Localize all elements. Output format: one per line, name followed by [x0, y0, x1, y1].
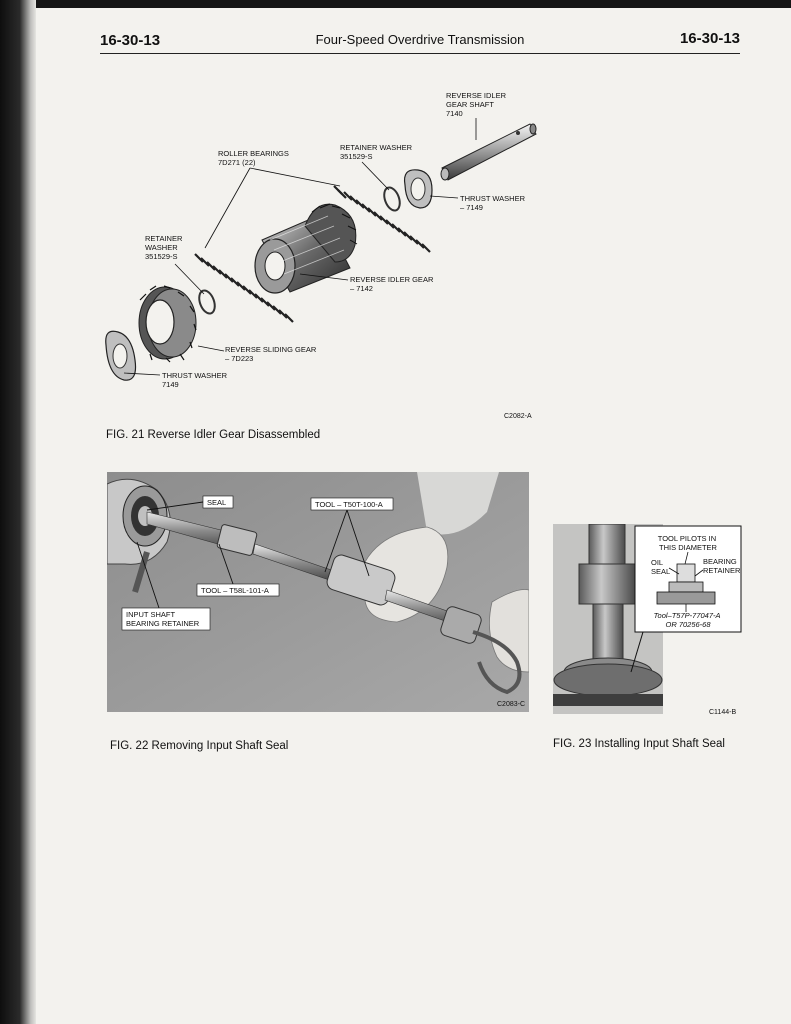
reverse-sliding-gear: [139, 286, 196, 362]
label-retainer-washer-left: RETAINER WASHER 351529-S: [145, 234, 183, 261]
fig23-caption: FIG. 23 Installing Input Shaft Seal: [553, 738, 725, 750]
svg-text:TOOL – T58L-101-A: TOOL – T58L-101-A: [201, 586, 269, 595]
fig22-code-box: [495, 697, 535, 709]
label-tool-t58l: [197, 584, 279, 596]
fig23-inset-diagram: [635, 526, 741, 632]
label-reverse-idler-gear: REVERSE IDLER GEAR – 7142: [350, 275, 434, 293]
svg-text:SEAL: SEAL: [207, 498, 227, 507]
retainer-washer-ring: [381, 185, 402, 212]
page-title: Four-Speed Overdrive Transmission: [315, 32, 525, 47]
reverse-idler-gear-shaft: [441, 124, 536, 180]
label-input-shaft-retainer: [122, 608, 210, 630]
svg-text:TOOL – T50T-100-A: TOOL – T50T-100-A: [315, 500, 383, 509]
thrust-washer-left: [106, 331, 136, 380]
label-tool-number: Tool–T57P-77047-A OR 70256-68: [653, 611, 721, 629]
fig22-photo: [107, 472, 529, 712]
thrust-washer-right: [405, 170, 432, 208]
label-retainer-washer-top: RETAINER WASHER 351529-S: [340, 143, 413, 161]
label-reverse-sliding-gear: REVERSE SLIDING GEAR – 7D223: [225, 345, 317, 363]
label-thrust-washer-left: THRUST WASHER 7149: [162, 371, 228, 389]
fig23-code: C1144-B: [709, 709, 737, 716]
reverse-idler-gear: [255, 204, 357, 293]
label-seal: [203, 496, 233, 508]
fig21-diagram: [0, 0, 791, 440]
svg-text:INPUT SHAFT BEARING RETA: INPUT SHAFT BEARING RETAINER: [126, 610, 200, 628]
label-tool-t50t: [311, 498, 393, 510]
fig22-caption: FIG. 22 Removing Input Shaft Seal: [110, 740, 289, 752]
page-number-right: 16-30-13: [679, 30, 740, 47]
retainer-washer-left-ring: [196, 288, 217, 315]
label-bearing-retainer: BEARING RETAINER: [703, 557, 741, 575]
label-tool-pilots: TOOL PILOTS IN THIS DIAMETER: [657, 534, 717, 552]
label-oil-seal: OIL SEAL: [651, 558, 671, 576]
label-thrust-washer-right: THRUST WASHER – 7149: [460, 194, 526, 212]
fig21-caption: FIG. 21 Reverse Idler Gear Disassembled: [106, 429, 321, 441]
label-roller-bearings: ROLLER BEARINGS 7D271 (22): [218, 149, 289, 167]
fig21-code: C2082-A: [504, 413, 532, 420]
fig23-photo: [553, 524, 743, 718]
fig22-code: C2083-C: [497, 701, 526, 708]
page-number-left: 16-30-13: [100, 32, 161, 49]
label-reverse-idler-shaft: REVERSE IDLER GEAR SHAFT 7140: [446, 91, 507, 118]
